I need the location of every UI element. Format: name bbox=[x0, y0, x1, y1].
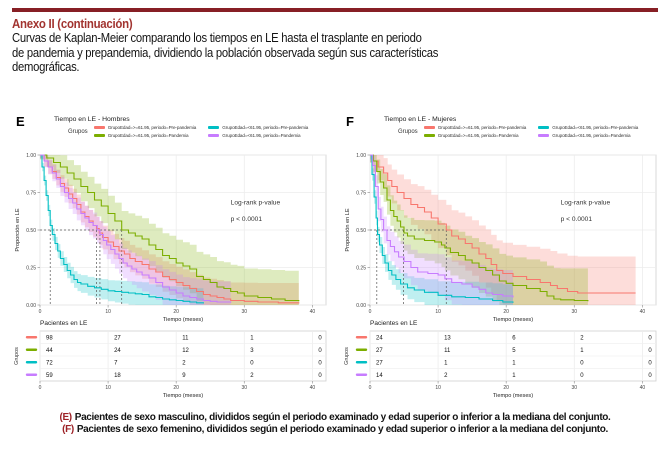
risk-count: 2 bbox=[182, 360, 186, 367]
risk-count: 27 bbox=[114, 335, 121, 342]
risk-count: 6 bbox=[512, 335, 516, 342]
risk-table-title: Pacientes en LE bbox=[370, 320, 418, 327]
risk-x-tick-label: 10 bbox=[105, 385, 111, 391]
x-tick-label: 20 bbox=[173, 309, 179, 315]
risk-count: 7 bbox=[114, 360, 118, 367]
legend-item bbox=[424, 125, 527, 130]
risk-count: 0 bbox=[648, 372, 652, 379]
risk-groups-axis-title: Grupos bbox=[344, 347, 350, 365]
pvalue-text: p < 0.0001 bbox=[230, 216, 263, 223]
legend-title: Grupos bbox=[398, 128, 418, 135]
legend-item bbox=[538, 125, 638, 130]
top-rule bbox=[12, 8, 658, 12]
legend-label: GrupoEdad=>=61.95, periodo=Pre-pandemia bbox=[107, 125, 197, 130]
km-chart-e bbox=[10, 145, 340, 403]
risk-count: 2 bbox=[250, 372, 254, 379]
risk-count: 11 bbox=[444, 347, 451, 354]
figure-description-line: de pandemia y prepandemia, dividiendo la población observada según sus características bbox=[12, 44, 439, 60]
risk-count: 1 bbox=[512, 372, 516, 379]
risk-count: 59 bbox=[46, 372, 53, 379]
risk-count: 0 bbox=[318, 347, 322, 354]
risk-x-tick-label: 0 bbox=[38, 385, 42, 391]
caption-f bbox=[0, 424, 670, 436]
caption-f-prefix: (F) bbox=[62, 424, 74, 435]
figure-captions bbox=[0, 412, 670, 436]
y-tick-label: 1.00 bbox=[356, 152, 366, 159]
risk-count: 0 bbox=[580, 360, 584, 367]
legend-label: GrupoEdad=>=61.95, periodo=Pre-pandemia bbox=[437, 125, 527, 130]
risk-count: 11 bbox=[182, 335, 189, 342]
risk-x-tick-label: 10 bbox=[435, 385, 441, 391]
figure-description-line: Curvas de Kaplan-Meier comparando los tiempos en LE hasta el trasplante en periodo bbox=[12, 30, 422, 45]
legend bbox=[398, 125, 638, 138]
risk-x-axis-title: Tiempo (meses) bbox=[492, 393, 534, 399]
risk-count: 24 bbox=[114, 347, 121, 354]
x-tick-label: 40 bbox=[639, 309, 646, 315]
risk-count: 12 bbox=[182, 347, 189, 354]
risk-x-axis-title: Tiempo (meses) bbox=[162, 393, 204, 399]
figure-description-line: demográficas. bbox=[12, 59, 80, 74]
km-panel-e bbox=[10, 112, 340, 407]
x-axis-title: Tiempo (meses) bbox=[162, 317, 204, 323]
panel-title: Tiempo en LE - Mujeres bbox=[384, 116, 457, 123]
km-panel-f bbox=[340, 112, 670, 407]
x-tick-label: 10 bbox=[435, 309, 441, 315]
y-tick-label: 1.00 bbox=[26, 152, 36, 159]
x-axis-title: Tiempo (meses) bbox=[492, 317, 534, 323]
risk-count: 0 bbox=[318, 372, 322, 379]
risk-count: 24 bbox=[376, 335, 383, 342]
risk-x-tick-label: 30 bbox=[571, 385, 578, 391]
risk-count: 0 bbox=[648, 360, 652, 367]
risk-count: 9 bbox=[182, 372, 186, 379]
y-tick-label: 0.00 bbox=[26, 302, 36, 309]
legend-color-swatch bbox=[208, 134, 219, 137]
legend-color-swatch bbox=[424, 126, 435, 129]
legend-label: GrupoEdad=<61.95, periodo=Pandemia bbox=[552, 133, 631, 138]
caption-e-prefix: (E) bbox=[59, 412, 72, 423]
risk-count: 98 bbox=[46, 335, 53, 342]
x-tick-label: 0 bbox=[38, 309, 42, 315]
x-tick-label: 20 bbox=[503, 309, 509, 315]
caption-f-text: Pacientes de sexo femenino, divididos según el periodo examinado y edad superior o inferior a la mediana del conjunto. bbox=[76, 424, 608, 435]
risk-count: 0 bbox=[580, 372, 584, 379]
legend-item bbox=[94, 125, 197, 130]
y-tick-label: 0.75 bbox=[26, 190, 36, 197]
x-tick-label: 10 bbox=[105, 309, 111, 315]
legend-color-swatch bbox=[208, 126, 219, 129]
legend-label: GrupoEdad=<61.95, periodo=Pandemia bbox=[222, 133, 301, 138]
y-axis-title: Proporción en LE bbox=[345, 208, 351, 252]
y-tick-label: 0.00 bbox=[356, 302, 366, 309]
x-tick-label: 30 bbox=[571, 309, 578, 315]
panel-letter: F bbox=[346, 114, 354, 129]
risk-count: 0 bbox=[648, 347, 652, 354]
risk-count: 0 bbox=[318, 335, 322, 342]
km-chart-f bbox=[340, 145, 670, 403]
risk-x-tick-label: 20 bbox=[173, 385, 179, 391]
risk-count: 1 bbox=[512, 360, 516, 367]
risk-count: 1 bbox=[250, 335, 254, 342]
risk-count: 0 bbox=[250, 360, 254, 367]
legend-item bbox=[208, 125, 308, 130]
legend-item bbox=[538, 133, 638, 138]
legend bbox=[68, 125, 308, 138]
y-tick-label: 0.50 bbox=[356, 227, 366, 234]
legend-item bbox=[424, 133, 527, 138]
risk-count: 18 bbox=[114, 372, 121, 379]
y-tick-label: 0.50 bbox=[26, 227, 36, 234]
x-tick-label: 0 bbox=[368, 309, 372, 315]
panel-letter: E bbox=[16, 114, 25, 129]
risk-groups-axis-title: Grupos bbox=[14, 347, 20, 365]
x-tick-label: 30 bbox=[241, 309, 248, 315]
risk-count: 27 bbox=[376, 347, 383, 354]
legend-title: Grupos bbox=[68, 128, 88, 135]
risk-x-tick-label: 30 bbox=[241, 385, 248, 391]
header bbox=[12, 16, 646, 75]
risk-count: 13 bbox=[444, 335, 451, 342]
legend-color-swatch bbox=[538, 126, 549, 129]
legend-item bbox=[208, 133, 308, 138]
risk-count: 44 bbox=[46, 347, 53, 354]
risk-table-title: Pacientes en LE bbox=[40, 320, 88, 327]
y-tick-label: 0.25 bbox=[26, 265, 36, 272]
legend-color-swatch bbox=[424, 134, 435, 137]
risk-count: 1 bbox=[444, 360, 448, 367]
legend-item bbox=[94, 133, 197, 138]
caption-e bbox=[0, 412, 670, 424]
risk-x-tick-label: 0 bbox=[368, 385, 372, 391]
legend-label: GrupoEdad=>=61.95, periodo=Pandemia bbox=[437, 133, 519, 138]
panel-title: Tiempo en LE - Hombres bbox=[54, 116, 130, 123]
risk-count: 14 bbox=[376, 372, 383, 379]
y-tick-label: 0.75 bbox=[356, 190, 366, 197]
legend-label: GrupoEdad=>=61.95, periodo=Pandemia bbox=[107, 133, 189, 138]
risk-x-tick-label: 20 bbox=[503, 385, 509, 391]
legend-items bbox=[424, 125, 639, 138]
risk-count: 5 bbox=[512, 347, 516, 354]
risk-count: 2 bbox=[580, 335, 584, 342]
risk-count: 2 bbox=[444, 372, 448, 379]
logrank-label: Log-rank p-value bbox=[230, 199, 281, 207]
risk-count: 0 bbox=[318, 360, 322, 367]
risk-count: 72 bbox=[46, 360, 53, 367]
legend-items bbox=[94, 125, 309, 138]
y-tick-label: 0.25 bbox=[356, 265, 366, 272]
legend-label: GrupoEdad=<61.95, periodo=Pre-pandemia bbox=[552, 125, 639, 130]
logrank-label: Log-rank p-value bbox=[560, 199, 611, 207]
x-tick-label: 40 bbox=[309, 309, 316, 315]
risk-x-tick-label: 40 bbox=[639, 385, 646, 391]
risk-count: 27 bbox=[376, 360, 383, 367]
risk-count: 0 bbox=[648, 335, 652, 342]
legend-color-swatch bbox=[538, 134, 549, 137]
legend-label: GrupoEdad=<61.95, periodo=Pre-pandemia bbox=[222, 125, 309, 130]
caption-e-text: Pacientes de sexo masculino, divididos según el periodo examinado y edad superior o inferior a la mediana del conjunto. bbox=[74, 412, 611, 423]
annex-title: Anexo II (continuación) bbox=[12, 16, 133, 31]
risk-count: 1 bbox=[580, 347, 584, 354]
pvalue-text: p < 0.0001 bbox=[560, 216, 593, 223]
legend-color-swatch bbox=[94, 134, 105, 137]
risk-x-tick-label: 40 bbox=[309, 385, 316, 391]
risk-count: 3 bbox=[250, 347, 254, 354]
y-axis-title: Proporción en LE bbox=[15, 208, 21, 252]
legend-color-swatch bbox=[94, 126, 105, 129]
